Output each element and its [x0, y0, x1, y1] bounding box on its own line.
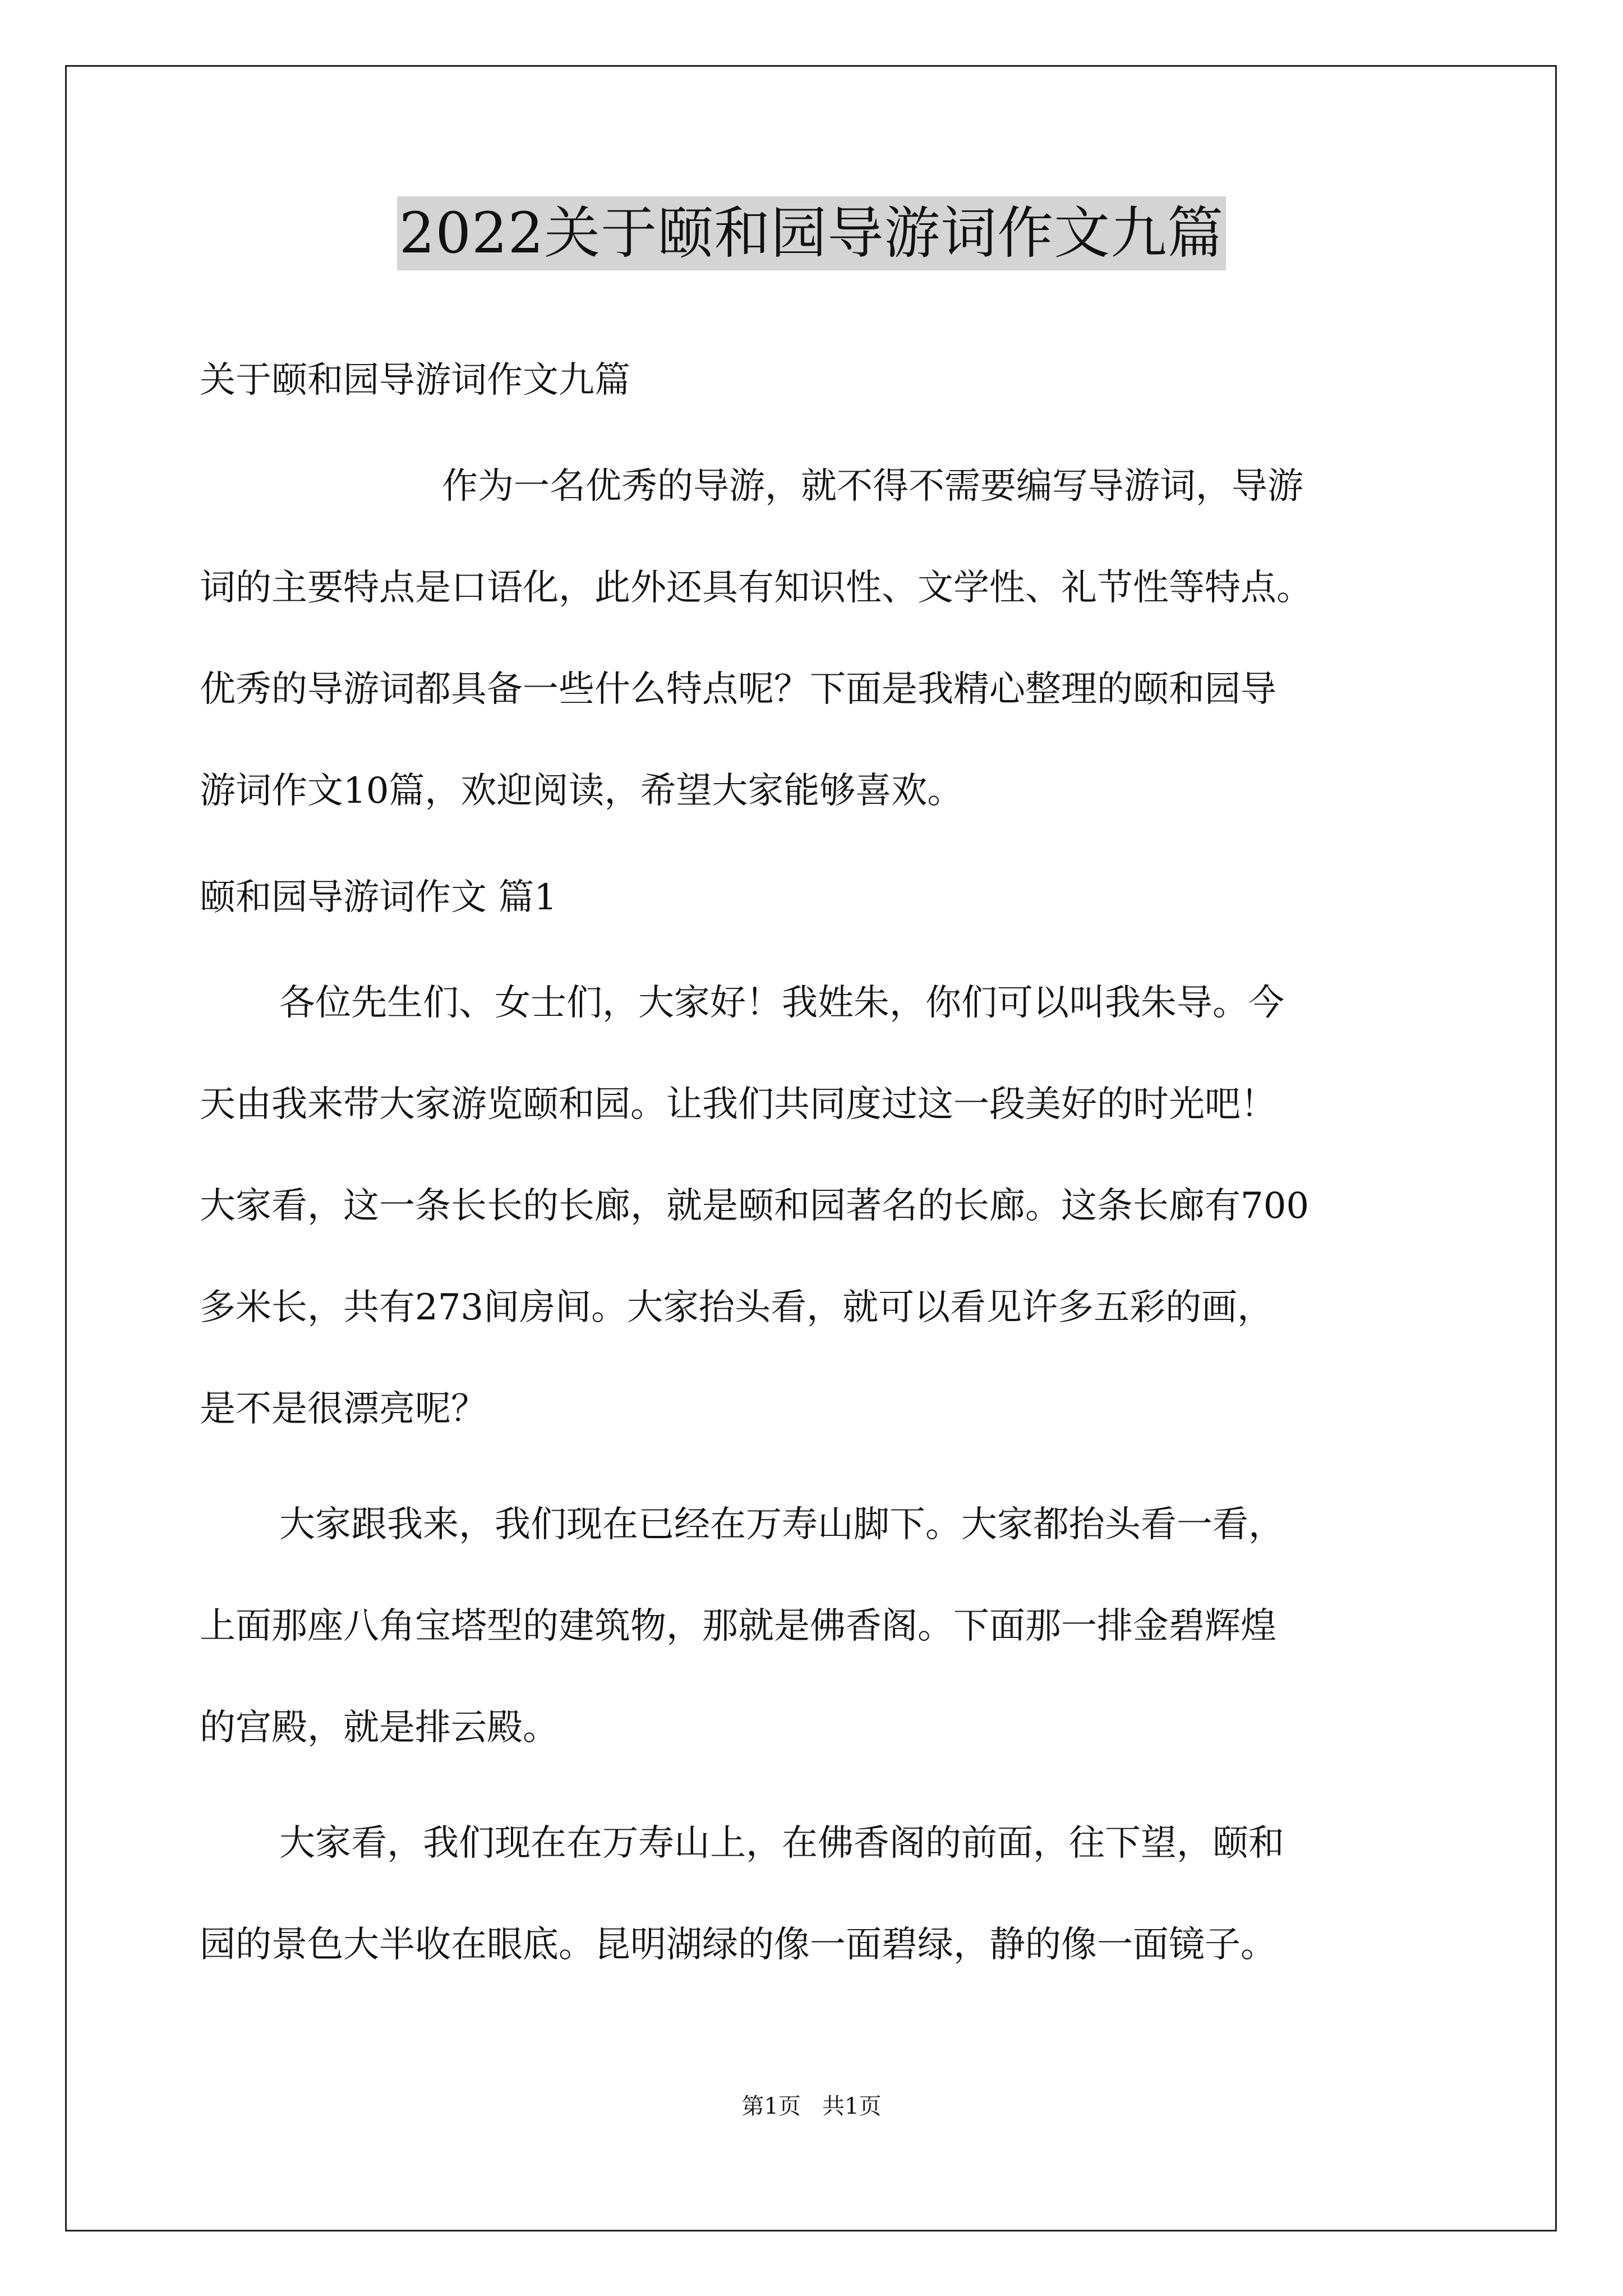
intro-line-2: 词的主要特点是口语化，此外还具有知识性、文学性、礼节性等特点。: [200, 567, 1312, 609]
section-heading-1: 颐和园导游词作文 篇1: [200, 877, 557, 918]
document-title: 2022关于颐和园导游词作文九篇: [397, 196, 1227, 270]
para2-line-3: 的宫殿，就是排云殿。: [200, 1707, 559, 1749]
para3-line-2: 园的景色大半收在眼底。昆明湖绿的像一面碧绿，静的像一面镜子。: [200, 1924, 1276, 1966]
para2-line-2: 上面那座八角宝塔型的建筑物，那就是佛香阁。下面那一排金碧辉煌: [200, 1605, 1276, 1647]
document-subtitle: 关于颐和园导游词作文九篇: [200, 360, 630, 401]
para2-line-1: 大家跟我来，我们现在已经在万寿山脚下。大家都抬头看一看，: [279, 1504, 1284, 1545]
para1-line-5: 是不是很漂亮呢？: [200, 1388, 487, 1430]
para3-line-1: 大家看，我们现在在万寿山上，在佛香阁的前面，往下望，颐和: [279, 1823, 1284, 1864]
page-number-footer: 第1页 共1页: [741, 2093, 882, 2119]
intro-line-3: 优秀的导游词都具备一些什么特点呢？下面是我精心整理的颐和园导: [200, 669, 1276, 710]
title-container: [0, 196, 1623, 270]
para1-line-2: 天由我来带大家游览颐和园。让我们共同度过这一段美好的时光吧！: [200, 1084, 1276, 1125]
para1-line-4: 多米长，共有273间房间。大家抬头看，就可以看见许多五彩的画，: [200, 1287, 1274, 1328]
para1-line-3: 大家看，这一条长长的长廊，就是颐和园著名的长廊。这条长廊有700: [200, 1185, 1310, 1227]
intro-line-1: 作为一名优秀的导游，就不得不需要编写导游词，导游: [442, 466, 1303, 507]
intro-line-4: 游词作文10篇，欢迎阅读，希望大家能够喜欢。: [200, 770, 963, 812]
para1-line-1: 各位先生们、女士们，大家好！我姓朱，你们可以叫我朱导。今: [279, 982, 1284, 1024]
